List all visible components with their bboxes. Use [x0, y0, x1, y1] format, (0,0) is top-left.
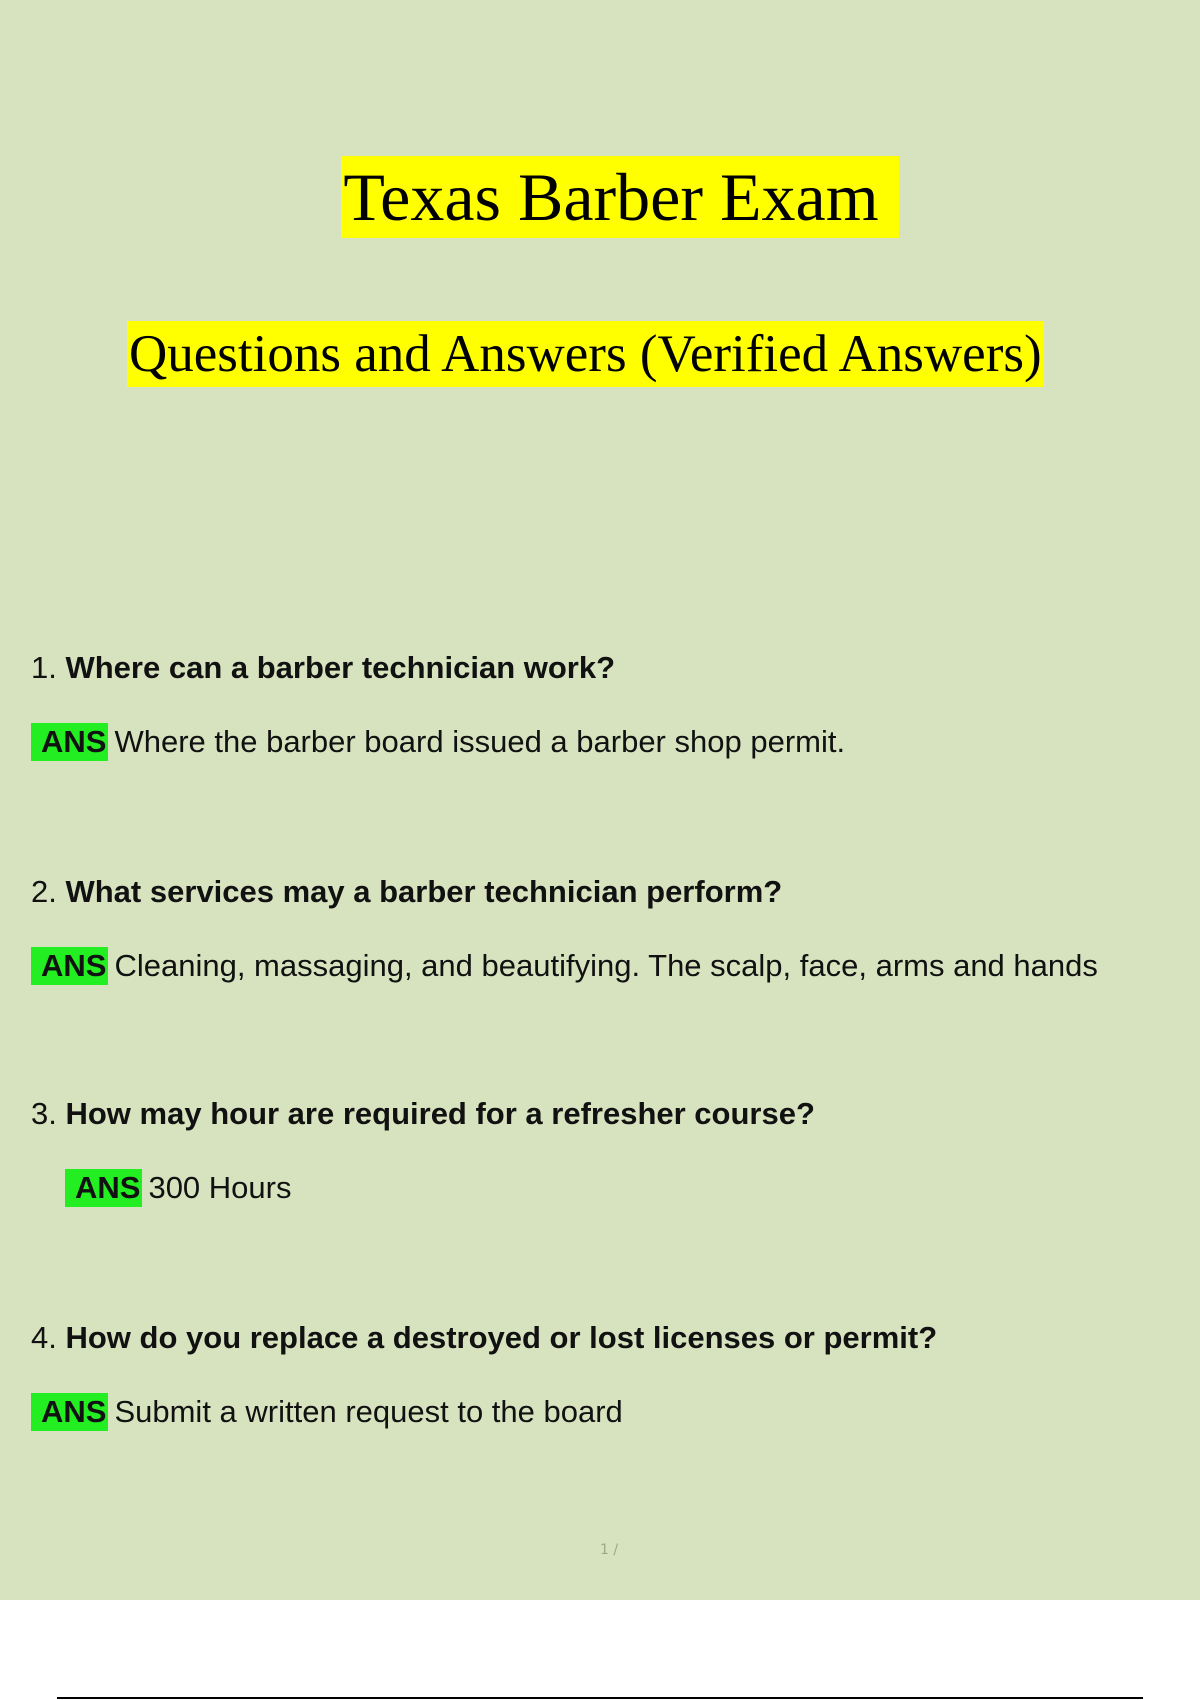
answer-3 — [65, 1169, 291, 1207]
answer-text: Cleaning, massaging, and beautifying. The scalp, face, arms and hands — [114, 948, 1098, 983]
answer-text: Submit a written request to the board — [114, 1394, 623, 1429]
question-text: What services may a barber technician perform? — [65, 874, 783, 909]
question-1 — [31, 650, 615, 686]
question-3 — [31, 1096, 815, 1132]
page-number: 1 / — [600, 1542, 619, 1558]
title-block — [0, 156, 1200, 238]
question-number: 3. — [31, 1096, 57, 1131]
answer-text: Where the barber board issued a barber shop permit. — [114, 724, 846, 759]
answer-text: 300 Hours — [148, 1170, 292, 1205]
answer-label: ANS — [31, 1393, 108, 1431]
answer-4 — [31, 1393, 623, 1431]
answer-label: ANS — [31, 723, 108, 761]
question-2 — [31, 874, 782, 910]
question-text: How do you replace a destroyed or lost licenses or permit? — [65, 1320, 938, 1355]
answer-2 — [31, 947, 1098, 985]
question-number: 2. — [31, 874, 57, 909]
document-subtitle: Questions and Answers (Verified Answers) — [127, 321, 1044, 387]
question-number: 4. — [31, 1320, 57, 1355]
answer-label: ANS — [31, 947, 108, 985]
question-number: 1. — [31, 650, 57, 685]
question-text: Where can a barber technician work? — [65, 650, 616, 685]
question-4 — [31, 1320, 937, 1356]
question-text: How may hour are required for a refresher course? — [65, 1096, 815, 1131]
answer-1 — [31, 723, 845, 761]
answer-label: ANS — [65, 1169, 142, 1207]
subtitle-block — [127, 321, 1044, 387]
document-title: Texas Barber Exam — [341, 156, 898, 238]
page-divider — [57, 1697, 1143, 1699]
